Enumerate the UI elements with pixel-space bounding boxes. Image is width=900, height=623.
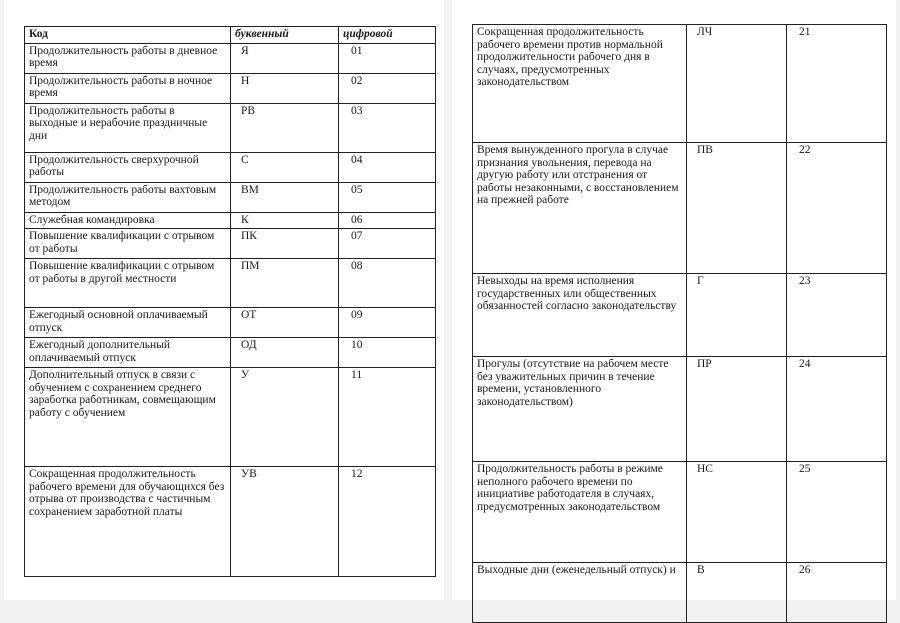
table-row bbox=[473, 274, 887, 357]
header-letter: буквенный bbox=[231, 27, 339, 44]
letter-code-cell: ОТ bbox=[231, 308, 339, 338]
left-page bbox=[4, 0, 444, 600]
letter-code-cell: ПВ bbox=[687, 143, 787, 274]
letter-code-cell: ОД bbox=[231, 338, 339, 368]
table-row bbox=[473, 25, 887, 143]
header-digital: цифровой bbox=[339, 27, 436, 44]
letter-code-cell: ПР bbox=[687, 357, 787, 462]
digit-code-cell: 08 bbox=[339, 259, 436, 308]
digit-code-cell: 12 bbox=[339, 467, 436, 577]
letter-code-cell: Г bbox=[687, 274, 787, 357]
table-row bbox=[25, 308, 436, 338]
letter-code-cell: ВМ bbox=[231, 182, 339, 212]
digit-code-cell: 05 bbox=[339, 182, 436, 212]
code-name-cell: Ежегодный основной оплачиваемый отпуск bbox=[25, 308, 231, 338]
table-header-row bbox=[25, 27, 436, 44]
digit-code-cell: 21 bbox=[787, 25, 887, 143]
code-name-cell: Повышение квалификации с отрывом от работы bbox=[25, 229, 231, 259]
letter-code-cell: УВ bbox=[231, 467, 339, 577]
code-name-cell: Прогулы (отсутствие на рабочем месте без уважительных причин в течение времени, установленного законодательством) bbox=[473, 357, 687, 462]
table-row bbox=[25, 467, 436, 577]
code-name-cell: Продолжительность сверхурочной работы bbox=[25, 152, 231, 182]
code-name-cell: Невыходы на время исполнения государственных или общественных обязанностей согласно законодательству bbox=[473, 274, 687, 357]
table-row bbox=[25, 368, 436, 467]
code-name-cell: Служебная командировка bbox=[25, 212, 231, 229]
digit-code-cell: 11 bbox=[339, 368, 436, 467]
table-row bbox=[473, 462, 887, 563]
code-name-cell: Продолжительность работы в режиме неполного рабочего времени по инициативе работодателя в случаях, предусмотренных законодательством bbox=[473, 462, 687, 563]
digit-code-cell: 24 bbox=[787, 357, 887, 462]
header-code: Код bbox=[25, 27, 231, 44]
letter-code-cell: ПМ bbox=[231, 259, 339, 308]
digit-code-cell: 04 bbox=[339, 152, 436, 182]
digit-code-cell: 25 bbox=[787, 462, 887, 563]
digit-code-cell: 01 bbox=[339, 43, 436, 73]
letter-code-cell: Н bbox=[231, 73, 339, 103]
code-name-cell: Продолжительность работы в ночное время bbox=[25, 73, 231, 103]
table-row bbox=[25, 182, 436, 212]
code-name-cell: Выходные дни (еженедельный отпуск) и bbox=[473, 563, 687, 623]
code-name-cell: Дополнительный отпуск в связи с обучением с сохранением среднего заработка работникам, совмещающим работу с обучением bbox=[25, 368, 231, 467]
table-row bbox=[25, 73, 436, 103]
letter-code-cell: У bbox=[231, 368, 339, 467]
digit-code-cell: 06 bbox=[339, 212, 436, 229]
code-name-cell: Ежегодный дополнительный оплачиваемый отпуск bbox=[25, 338, 231, 368]
letter-code-cell: РВ bbox=[231, 103, 339, 152]
table-row bbox=[25, 259, 436, 308]
digit-code-cell: 09 bbox=[339, 308, 436, 338]
letter-code-cell: В bbox=[687, 563, 787, 623]
right-code-table bbox=[472, 24, 887, 623]
code-name-cell: Продолжительность работы вахтовым методом bbox=[25, 182, 231, 212]
table-row bbox=[25, 338, 436, 368]
digit-code-cell: 26 bbox=[787, 563, 887, 623]
table-row bbox=[473, 143, 887, 274]
digit-code-cell: 03 bbox=[339, 103, 436, 152]
letter-code-cell: ПК bbox=[231, 229, 339, 259]
table-row bbox=[25, 152, 436, 182]
code-name-cell: Сокращенная продолжительность рабочего времени против нормальной продолжительности рабочего дня в случаях, предусмотренных законодательством bbox=[473, 25, 687, 143]
code-name-cell: Продолжительность работы в дневное время bbox=[25, 43, 231, 73]
table-row bbox=[25, 103, 436, 152]
table-row bbox=[473, 357, 887, 462]
digit-code-cell: 02 bbox=[339, 73, 436, 103]
code-name-cell: Время вынужденного прогула в случае признания увольнения, перевода на другую работу или отстранения от работы незаконными, с восстановлением на прежней работе bbox=[473, 143, 687, 274]
table-row bbox=[473, 563, 887, 623]
digit-code-cell: 10 bbox=[339, 338, 436, 368]
letter-code-cell: С bbox=[231, 152, 339, 182]
letter-code-cell: НС bbox=[687, 462, 787, 563]
digit-code-cell: 07 bbox=[339, 229, 436, 259]
digit-code-cell: 22 bbox=[787, 143, 887, 274]
table-row bbox=[25, 212, 436, 229]
letter-code-cell: ЛЧ bbox=[687, 25, 787, 143]
table-row bbox=[25, 43, 436, 73]
code-name-cell: Сокращенная продолжительность рабочего времени для обучающихся без отрыва от производства с частичным сохранением заработной платы bbox=[25, 467, 231, 577]
digit-code-cell: 23 bbox=[787, 274, 887, 357]
right-page bbox=[452, 0, 896, 600]
table-row bbox=[25, 229, 436, 259]
letter-code-cell: К bbox=[231, 212, 339, 229]
code-name-cell: Продолжительность работы в выходные и нерабочие праздничные дни bbox=[25, 103, 231, 152]
left-code-table bbox=[24, 26, 436, 577]
code-name-cell: Повышение квалификации с отрывом от работы в другой местности bbox=[25, 259, 231, 308]
letter-code-cell: Я bbox=[231, 43, 339, 73]
